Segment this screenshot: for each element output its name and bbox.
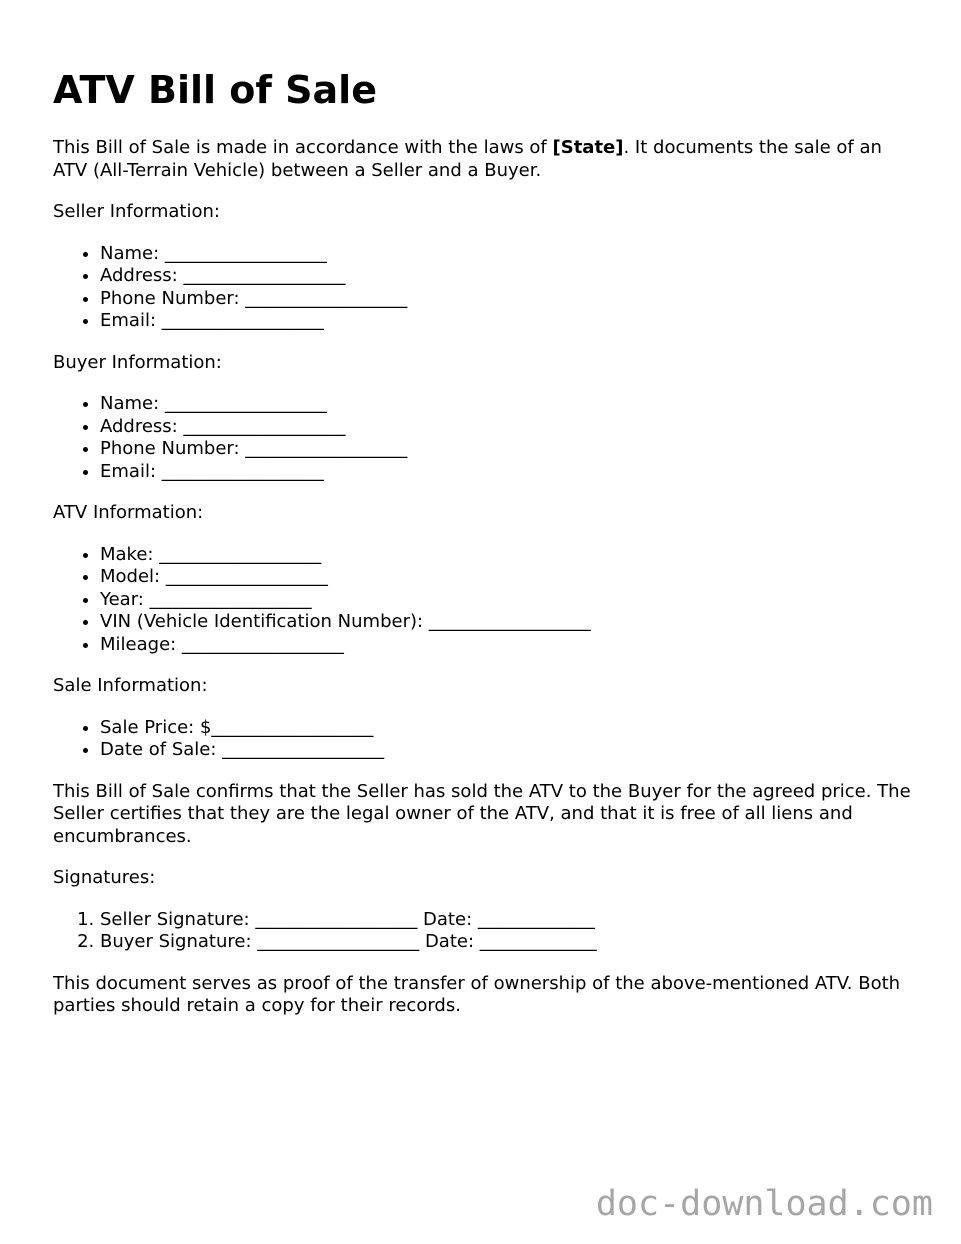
atv-make-field: • Make: __________________ — [100, 544, 913, 567]
atv-mileage-field: • Mileage: __________________ — [100, 634, 913, 657]
atv-vin-field: • VIN (Vehicle Identification Number): __________________ — [100, 611, 913, 634]
intro-text-before: This Bill of Sale is made in accordance with the laws of — [53, 137, 553, 158]
intro-text-after: . It documents the sale of an ATV (All-Terrain Vehicle) between a Seller and a Buyer. — [53, 137, 882, 181]
intro-paragraph — [53, 137, 913, 182]
closing-paragraph: This document serves as proof of the transfer of ownership of the above-mentioned ATV. Both parties should retain a copy for their records. — [53, 972, 901, 1016]
buyer-list — [53, 393, 913, 483]
buyer-name-field: • Name: __________________ — [100, 393, 913, 416]
sale-price-field: • Sale Price: $__________________ — [100, 717, 913, 740]
seller-list — [53, 243, 913, 333]
seller-signature-line: 1. Seller Signature: __________________ Date: _____________ — [100, 909, 913, 932]
buyer-phone-field: • Phone Number: __________________ — [100, 438, 913, 461]
atv-model-field: • Model: __________________ — [100, 566, 913, 589]
signatures-heading: Signatures: — [53, 867, 156, 888]
buyer-heading: Buyer Information: — [53, 351, 222, 373]
atv-year-field: • Year: __________________ — [100, 589, 913, 612]
sale-list — [53, 717, 913, 762]
confirmation-paragraph: This Bill of Sale confirms that the Seller has sold the ATV to the Buyer for the agreed price. The Seller certifies that they are the legal owner of the ATV, and that it is free of all liens and encumbrances. — [53, 780, 911, 847]
seller-heading: Seller Information: — [53, 201, 220, 222]
document-title: ATV Bill of Sale — [53, 68, 377, 112]
buyer-address-field: • Address: __________________ — [100, 416, 913, 439]
seller-name-field: • Name: __________________ — [100, 243, 913, 266]
atv-heading: ATV Information: — [53, 502, 204, 523]
sale-heading: Sale Information: — [53, 675, 208, 696]
document-page — [53, 66, 913, 1037]
atv-list — [53, 544, 913, 657]
seller-address-field: • Address: __________________ — [100, 265, 913, 288]
seller-phone-field: • Phone Number: __________________ — [100, 288, 913, 311]
buyer-email-field: • Email: __________________ — [100, 461, 913, 484]
buyer-signature-line: 2. Buyer Signature: __________________ Date: _____________ — [100, 931, 913, 954]
watermark: doc-download.com — [595, 1184, 933, 1224]
seller-email-field: • Email: __________________ — [100, 310, 913, 333]
state-placeholder: [State] — [552, 137, 624, 158]
signatures-list — [53, 909, 913, 954]
sale-date-field: • Date of Sale: __________________ — [100, 739, 913, 762]
